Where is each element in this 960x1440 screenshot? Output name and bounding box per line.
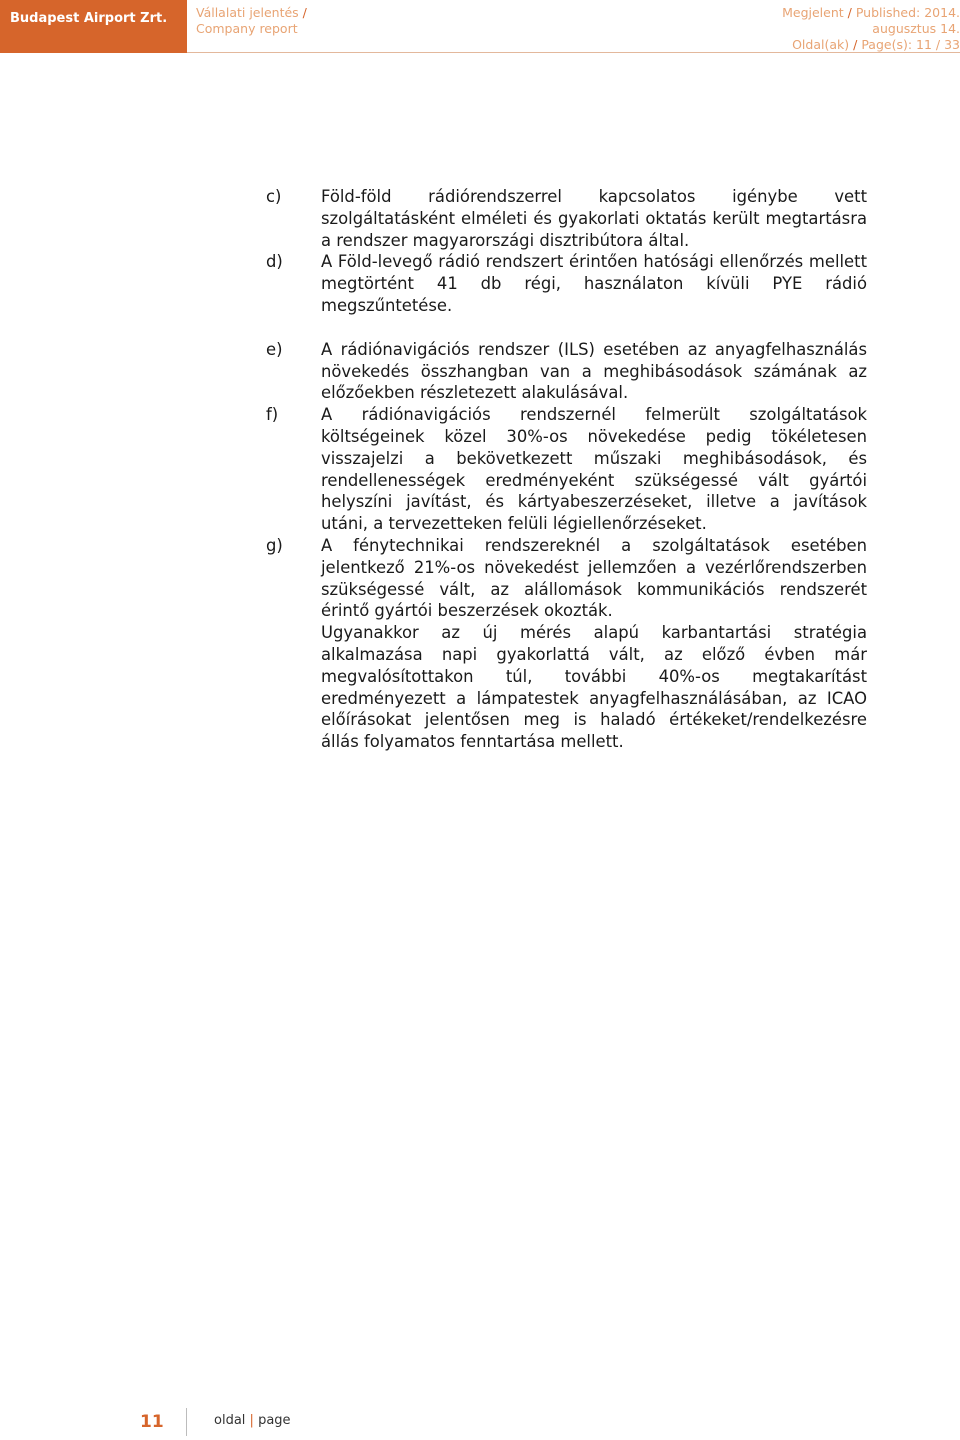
footer-label-hu: oldal <box>214 1413 246 1428</box>
report-type <box>196 5 307 37</box>
brand-box <box>0 0 187 53</box>
paragraph: A fénytechnikai rendszereknél a szolgáltatások esetében jelentkező 21%-os növekedést jellemzően a vezérlőrendszerben szükségessé vált, az alállomások kommunikációs rendszerét érintő gyártói beszerzések okozták. <box>321 535 867 621</box>
spacer <box>266 317 867 339</box>
paragraph: Ugyanakkor az új mérés alapú karbantartási stratégia alkalmazása napi gyakorlattá vált, az előző évben már megvalósítottakon túl, további 40%-os megtakarítást eredményezett a lámpatestek anyagfelhasználásában, az ICAO előírásokat jelentősen meg is haladó értékeket/rendelkezésre állás folyamatos fenntartása mellett. <box>321 623 867 752</box>
pages-label-hu: Oldal(ak) <box>792 37 850 52</box>
list-item-f <box>266 404 867 535</box>
footer-divider <box>186 1408 187 1436</box>
brand-name: Budapest Airport Zrt. <box>10 11 168 26</box>
list-item-text <box>321 339 867 404</box>
list-item-text <box>321 404 867 535</box>
pages-separator: / <box>853 37 858 52</box>
published-date: augusztus 14. <box>872 21 960 36</box>
publication-info <box>660 5 960 53</box>
list-item-d <box>266 251 867 316</box>
report-type-separator: / <box>302 5 307 20</box>
page-header <box>0 0 960 53</box>
list-item-label: c) <box>266 187 282 206</box>
document-body <box>266 186 867 753</box>
list-item-text <box>321 186 867 251</box>
footer-label-separator: | <box>249 1413 254 1428</box>
list-item-label: e) <box>266 339 283 359</box>
published-label-en: Published: 2014. <box>855 5 960 20</box>
report-type-hu: Vállalati jelentés <box>196 5 299 20</box>
paragraph: A rádiónavigációs rendszernél felmerült szolgáltatások költségeinek közel 30%-os növekedése pedig tökéletesen visszajelzi a bekövetkezett műszaki meghibásodások, és rendellenességek eredményeként szükségessé vált gyártói helyszíni javítást, és kártyabeszerzéseket, illetve a javítások utáni, a tervezetteken felüli légiellenőrzéseket. <box>321 405 867 534</box>
list-item-label: g) <box>266 535 283 555</box>
list-item-g <box>266 535 867 753</box>
footer-label <box>214 1413 291 1428</box>
list-item-text <box>321 535 867 753</box>
list-item-label: f) <box>266 405 279 425</box>
list-item-e <box>266 339 867 404</box>
list-item-text <box>321 251 867 316</box>
paragraph: A Föld-levegő rádió rendszert érintően hatósági ellenőrzés mellett megtörtént 41 db régi, használaton kívüli PYE rádió megszűntetése. <box>321 252 867 315</box>
footer-label-en: page <box>258 1413 291 1428</box>
paragraph: A rádiónavigációs rendszer (ILS) esetében az anyagfelhasználás növekedés összhangban van a meghibásodások számának az előzőekben részletezett alakulásával. <box>321 339 867 403</box>
page-number: 11 <box>140 1412 164 1432</box>
list-item-c <box>266 186 867 251</box>
report-type-en: Company report <box>196 21 298 36</box>
paragraph: Föld-föld rádiórendszerrel kapcsolatos igénybe vett szolgáltatásként elméleti és gyakorlati oktatás került megtartásra a rendszer magyarországi disztribútora által. <box>321 187 867 250</box>
published-separator: / <box>847 5 852 20</box>
pages-label-en: Page(s): 11 / 33 <box>861 37 960 52</box>
published-label-hu: Megjelent <box>782 5 844 20</box>
list-item-label: d) <box>266 252 283 272</box>
